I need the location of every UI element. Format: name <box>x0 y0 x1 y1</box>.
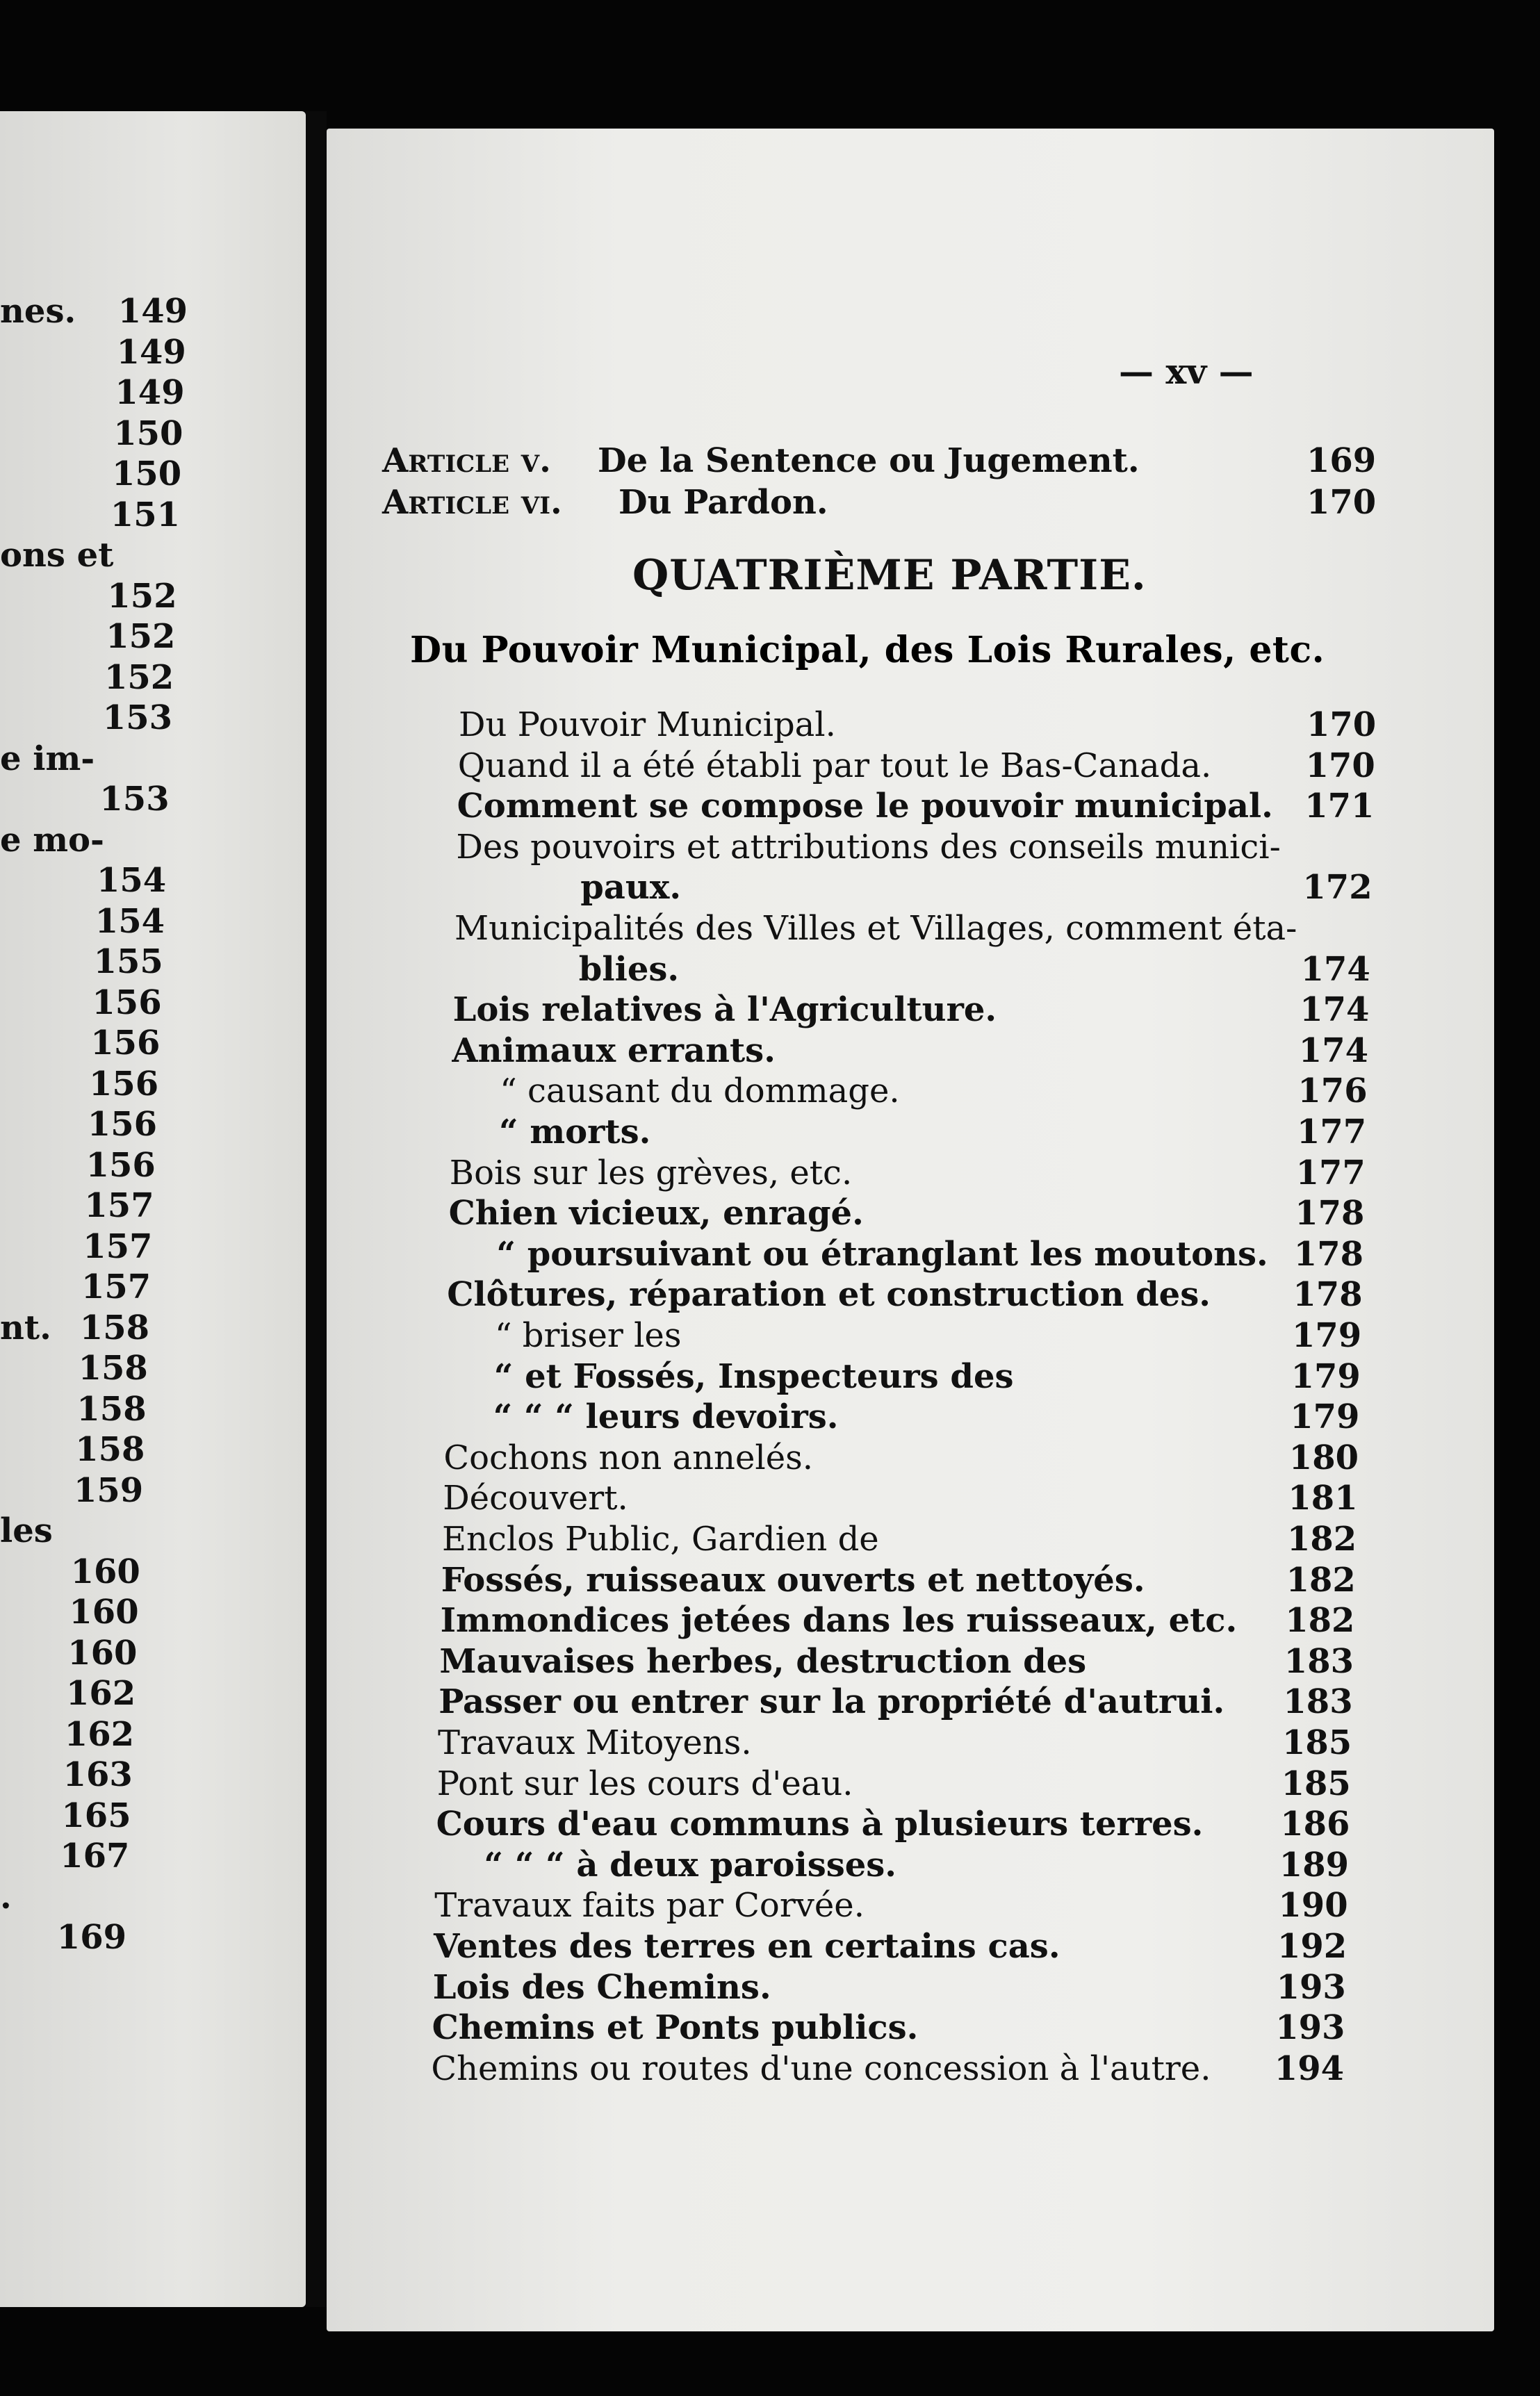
toc-entry-page: 182 <box>1287 1520 1357 1559</box>
left-page-text: nes. <box>0 292 76 331</box>
toc-entry-page: 183 <box>1284 1641 1354 1681</box>
toc-entry <box>327 1031 1494 1073</box>
toc-entry <box>327 1275 1494 1317</box>
toc-entry-title: Chemins ou routes d'une concession à l'autre. <box>431 2049 1211 2088</box>
toc-entry <box>327 1968 1494 2010</box>
toc-entry <box>327 1682 1494 1724</box>
toc-entry-title: Municipalités des Villes et Villages, comment éta- <box>454 909 1297 948</box>
toc-entry-title: Fossés, ruisseaux ouverts et nettoyés. <box>441 1560 1145 1600</box>
left-page-number: 157 <box>84 1186 154 1225</box>
left-page-number: 165 <box>61 1796 131 1835</box>
left-page-number: 150 <box>113 413 183 453</box>
toc-entry <box>327 2008 1494 2050</box>
toc-entry <box>327 1479 1494 1520</box>
left-page-number: 158 <box>79 1308 149 1347</box>
toc-entry-title: Des pouvoirs et attributions des conseils munici- <box>456 827 1281 867</box>
left-page-text: ons et <box>0 536 114 575</box>
toc-entry-page: 181 <box>1288 1479 1358 1518</box>
toc-entry-title: blies. <box>578 949 680 989</box>
toc-entry <box>327 1235 1494 1277</box>
left-page-number: 154 <box>97 861 167 900</box>
toc-entry-page: 194 <box>1274 2049 1344 2088</box>
left-page-number: 149 <box>116 332 186 372</box>
toc-entry <box>327 1154 1494 1195</box>
toc-entry-page: 178 <box>1293 1275 1363 1315</box>
toc-entry-page: 185 <box>1282 1723 1352 1762</box>
toc-entry-page: 183 <box>1283 1682 1353 1722</box>
toc-entry <box>327 1438 1494 1480</box>
left-page-number: 167 <box>60 1837 130 1876</box>
toc-entry-title: Animaux errants. <box>452 1031 776 1070</box>
toc-entry-page: 179 <box>1290 1397 1360 1437</box>
toc-entry-page: 177 <box>1297 1113 1367 1151</box>
left-page <box>0 111 306 2307</box>
article-label: Article v. <box>382 441 551 480</box>
toc-entry <box>327 1886 1494 1928</box>
toc-entry-title: Cochons non annelés. <box>443 1438 813 1477</box>
toc-entry-page: 177 <box>1295 1153 1366 1192</box>
toc-entry <box>327 1072 1494 1113</box>
toc-entry <box>327 1764 1494 1806</box>
toc-entry <box>327 1397 1494 1439</box>
toc-entry-title: Chien vicieux, enragé. <box>448 1194 864 1233</box>
left-page-number: 156 <box>92 983 162 1022</box>
left-page-number: 158 <box>78 1349 148 1388</box>
toc-entry-title: Quand il a été établi par tout le Bas-Canada. <box>457 746 1212 785</box>
toc-entry <box>327 1927 1494 1969</box>
left-page-number: 162 <box>66 1674 136 1713</box>
left-page-number: 160 <box>70 1552 140 1591</box>
toc-entry-title: “ causant du dommage. <box>500 1072 900 1111</box>
toc-entry-page: 192 <box>1277 1927 1348 1966</box>
left-page-number: 159 <box>74 1470 144 1510</box>
toc-entry-title: “ et Fossés, Inspecteurs des <box>493 1356 1014 1396</box>
toc-entry-title: Passer ou entrer sur la propriété d'autrui. <box>439 1682 1225 1722</box>
toc-entry <box>327 2049 1494 2091</box>
left-page-number: 169 <box>56 1918 126 1957</box>
toc-entry <box>327 1113 1494 1154</box>
left-page-number: 155 <box>93 942 163 981</box>
toc-entry-page: 190 <box>1278 1886 1348 1926</box>
left-page-number: 156 <box>87 1105 157 1144</box>
left-page-number: 158 <box>75 1430 145 1469</box>
toc-entry <box>327 787 1494 828</box>
toc-entry-title: Comment se compose le pouvoir municipal. <box>457 787 1273 826</box>
toc-entry-title: “ morts. <box>499 1113 651 1151</box>
left-page-number: 160 <box>67 1633 138 1673</box>
toc-entry-title: Lois relatives à l'Agriculture. <box>452 990 997 1030</box>
toc-entry-title: Pont sur les cours d'eau. <box>436 1764 853 1803</box>
toc-entry-title: Clôtures, réparation et construction des. <box>447 1275 1211 1315</box>
left-page-text: e im- <box>0 739 95 778</box>
toc-entry-title: “ poursuivant ou étranglant les moutons. <box>496 1234 1268 1274</box>
article-title: Du Pardon. <box>619 483 828 522</box>
toc-entry-page: 193 <box>1275 2008 1345 2048</box>
toc-entry-title: “ briser les <box>495 1316 682 1355</box>
left-page-number: 149 <box>115 373 185 412</box>
toc-entry <box>327 1316 1494 1358</box>
left-page-number: 158 <box>76 1389 147 1429</box>
toc-entry-title: Cours d'eau communs à plusieurs terres. <box>436 1805 1204 1844</box>
article-row <box>327 441 1494 483</box>
toc-entry-page: 174 <box>1298 1031 1368 1070</box>
left-page-number: 152 <box>106 617 176 656</box>
toc-entry-page: 176 <box>1297 1072 1368 1111</box>
left-page-number: 156 <box>89 1064 159 1103</box>
toc-entry <box>327 1805 1494 1846</box>
toc-entry-page: 182 <box>1286 1560 1356 1600</box>
left-page-number: 157 <box>83 1226 153 1266</box>
toc-entry-page: 178 <box>1293 1234 1363 1274</box>
toc-entry-title: Du Pouvoir Municipal. <box>459 705 836 744</box>
article-title: De la Sentence ou Jugement. <box>598 441 1140 480</box>
toc-entry <box>327 990 1494 1032</box>
toc-entry-title: paux. <box>580 868 682 908</box>
toc-entry-page: 179 <box>1291 1356 1361 1396</box>
left-page-number: 152 <box>107 576 177 616</box>
left-page-number: 156 <box>90 1024 161 1062</box>
toc-entry-title: Chemins et Ponts publics. <box>432 2008 919 2048</box>
article-label: Article vi. <box>382 483 562 522</box>
toc-entry-page: 186 <box>1280 1805 1350 1844</box>
toc-entry-page: 182 <box>1285 1601 1355 1641</box>
toc-entry-page: 180 <box>1288 1438 1359 1477</box>
left-page-text: les <box>0 1511 53 1550</box>
toc-entry-page: 189 <box>1279 1845 1349 1885</box>
left-page-text: nt. <box>0 1308 51 1347</box>
toc-entry <box>327 1357 1494 1399</box>
section-title: QUATRIÈME PARTIE. <box>632 551 1147 600</box>
toc-entry-page: 193 <box>1276 1967 1346 2007</box>
toc-entry-page: 170 <box>1306 705 1377 744</box>
toc-entry-title: Immondices jetées dans les ruisseaux, etc. <box>440 1601 1238 1641</box>
toc-entry-page: 178 <box>1295 1194 1365 1233</box>
left-page-number: 154 <box>95 901 165 941</box>
right-page <box>327 129 1494 2331</box>
left-page-number: 153 <box>102 698 172 737</box>
toc-entry <box>327 1561 1494 1602</box>
toc-entry-title: Mauvaises herbes, destruction des <box>439 1641 1087 1681</box>
left-page-text: . <box>0 1877 12 1917</box>
article-page: 170 <box>1306 483 1377 522</box>
left-page-number: 160 <box>69 1593 139 1632</box>
toc-entry <box>327 1194 1494 1236</box>
section-subtitle: Du Pouvoir Municipal, des Lois Rurales, etc. <box>410 629 1325 671</box>
toc-entry <box>327 746 1494 788</box>
toc-entry-page: 171 <box>1304 787 1375 826</box>
toc-entry <box>327 1723 1494 1765</box>
toc-entry-title: “ “ “ à deux paroisses. <box>484 1845 897 1885</box>
toc-entry <box>327 950 1494 992</box>
left-page-number: 162 <box>64 1714 134 1754</box>
article-page: 169 <box>1306 441 1377 480</box>
left-page-text: e mo- <box>0 820 104 860</box>
left-page-number: 151 <box>110 495 180 534</box>
toc-entry <box>327 909 1494 951</box>
left-page-number: 157 <box>81 1267 151 1306</box>
toc-entry-title: “ “ “ leurs devoirs. <box>493 1397 839 1437</box>
toc-entry-page: 179 <box>1292 1316 1362 1355</box>
toc-entry-page: 185 <box>1281 1764 1351 1803</box>
toc-entry <box>327 1642 1494 1684</box>
toc-entry-title: Enclos Public, Gardien de <box>442 1520 879 1559</box>
toc-entry-title: Découvert. <box>443 1479 628 1518</box>
toc-entry-page: 174 <box>1300 949 1370 989</box>
left-page-number: 152 <box>104 657 174 697</box>
left-page-number: 149 <box>117 292 188 331</box>
toc-entry-title: Bois sur les grèves, etc. <box>449 1153 853 1192</box>
book-gutter <box>306 111 327 2307</box>
left-page-number: 153 <box>99 780 170 819</box>
toc-entry-page: 172 <box>1302 868 1373 908</box>
toc-entry <box>327 828 1494 869</box>
toc-entry <box>327 868 1494 910</box>
toc-entry-title: Lois des Chemins. <box>432 1967 771 2007</box>
toc-entry <box>327 1520 1494 1561</box>
toc-entry-page: 170 <box>1305 746 1375 785</box>
toc-entry-title: Travaux Mitoyens. <box>438 1723 752 1762</box>
page-header: — xv — <box>1119 351 1254 392</box>
article-row <box>327 483 1494 525</box>
toc-entry-title: Travaux faits par Corvée. <box>434 1886 865 1926</box>
toc-entry <box>327 1846 1494 1887</box>
toc-entry <box>327 1601 1494 1643</box>
left-page-number: 156 <box>85 1145 156 1185</box>
toc-entry <box>327 705 1494 747</box>
left-page-number: 163 <box>63 1755 133 1794</box>
toc-entry-title: Ventes des terres en certains cas. <box>434 1927 1060 1966</box>
toc-entry-page: 174 <box>1300 990 1370 1030</box>
left-page-number: 150 <box>112 454 182 493</box>
